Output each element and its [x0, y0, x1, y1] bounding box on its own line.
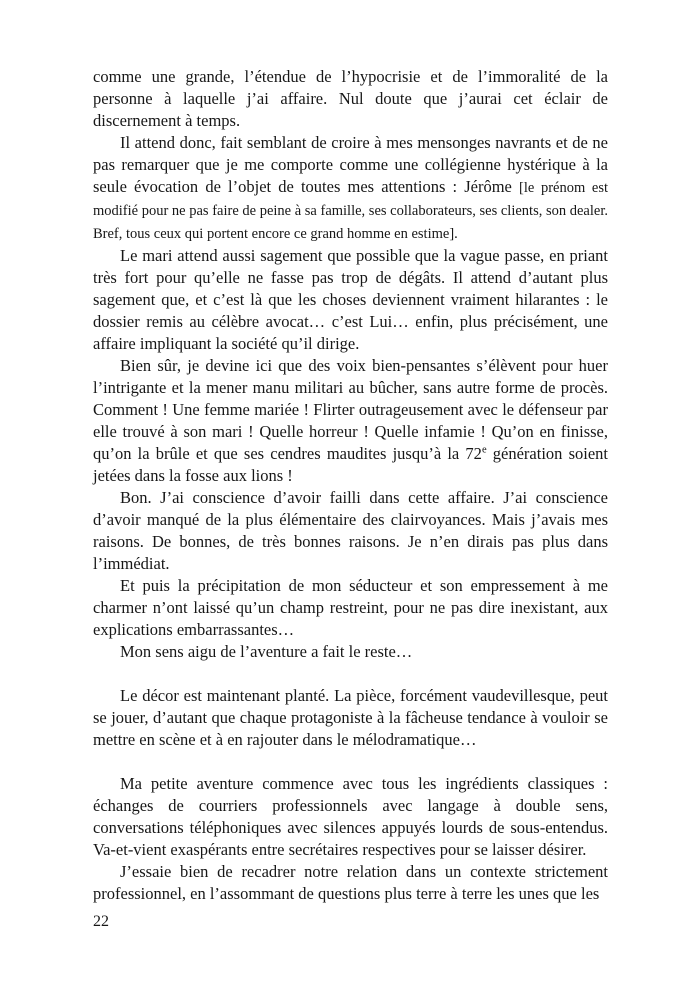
paragraph: Bon. J’ai conscience d’avoir failli dans cette affaire. J’ai conscience d’avoir manqué de la plus élémentaire des clairvoyances. Mais j’avais mes raisons. De bonnes, de très bonnes raisons. Je n’en dirais pas plus dans l’immédiat. — [93, 488, 608, 573]
paragraph: Mon sens aigu de l’aventure a fait le reste… — [120, 642, 413, 661]
page-number: 22 — [93, 913, 109, 930]
paragraph-text: Bien sûr, je devine ici que des voix bien-pensantes s’élèvent pour huer l’intrigante et la mener manu militari au bûcher, sans autre forme de procès. Comment ! Une femme mariée ! Flirter outrageusement avec le défenseur par elle trouvé à son mari ! Quelle horreur ! Quelle infamie ! Qu’on en finisse, qu’on la brûle et que ses cendres maudites jusqu’à la 72 — [93, 356, 608, 463]
editorial-bracket-note: [le prénom est modifié pour ne pas faire de peine à sa famille, ses collaborateurs, ses clients, son dealer. Bref, tous ceux qui portent encore ce grand homme en estime]. — [93, 180, 609, 242]
paragraph — [93, 132, 608, 245]
ordinal-superscript: e — [481, 444, 487, 456]
paragraph-text: Il attend donc, fait semblant de croire à mes mensonges navrants et de ne pas remarquer que je me comporte comme une collégienne hystérique à la seule évocation de l’objet de toutes mes attentions : Jérôme — [93, 133, 608, 196]
paragraph-continuation: comme une grande, l’étendue de l’hypocrisie et de l’immoralité de la personne à laquelle j’ai affaire. Nul doute que j’aurai cet éclair de discernement à temps. — [93, 67, 608, 130]
paragraph-text: génération soient jetées dans la fosse aux lions ! — [93, 444, 609, 485]
paragraph: Et puis la précipitation de mon séducteur et son empressement à me charmer n’ont laissé qu’un champ restreint, pour ne pas dire inexistant, aux explications embarrassantes… — [93, 576, 608, 639]
paragraph: Le décor est maintenant planté. La pièce, forcément vaudevillesque, peut se jouer, d’autant que chaque protagoniste à la fâcheuse tendance à vouloir se mettre en scène et à en rajouter dans le mélodramatique… — [93, 686, 608, 749]
paragraph: Ma petite aventure commence avec tous les ingrédients classiques : échanges de courriers professionnels avec langage à double sens, conversations téléphoniques avec silences appuyés lourds de sous-entendus. Va-et-vient exaspérants entre secrétaires respectives pour se laisser désirer. — [93, 774, 608, 859]
paragraph: J’essaie bien de recadrer notre relation dans un contexte strictement professionnel, en l’assommant de questions plus terre à terre les unes que les — [93, 862, 608, 903]
page-text-block — [93, 66, 608, 905]
paragraph: Le mari attend aussi sagement que possible que la vague passe, en priant très fort pour qu’elle ne fasse pas trop de dégâts. Il attend d’autant plus sagement que, et c’est là que les choses deviennent vraiment hilarantes : le dossier remis au célèbre avocat… c’est Lui… enfin, plus précisément, une affaire impliquant la société qu’il dirige. — [93, 246, 608, 353]
paragraph — [93, 355, 608, 487]
